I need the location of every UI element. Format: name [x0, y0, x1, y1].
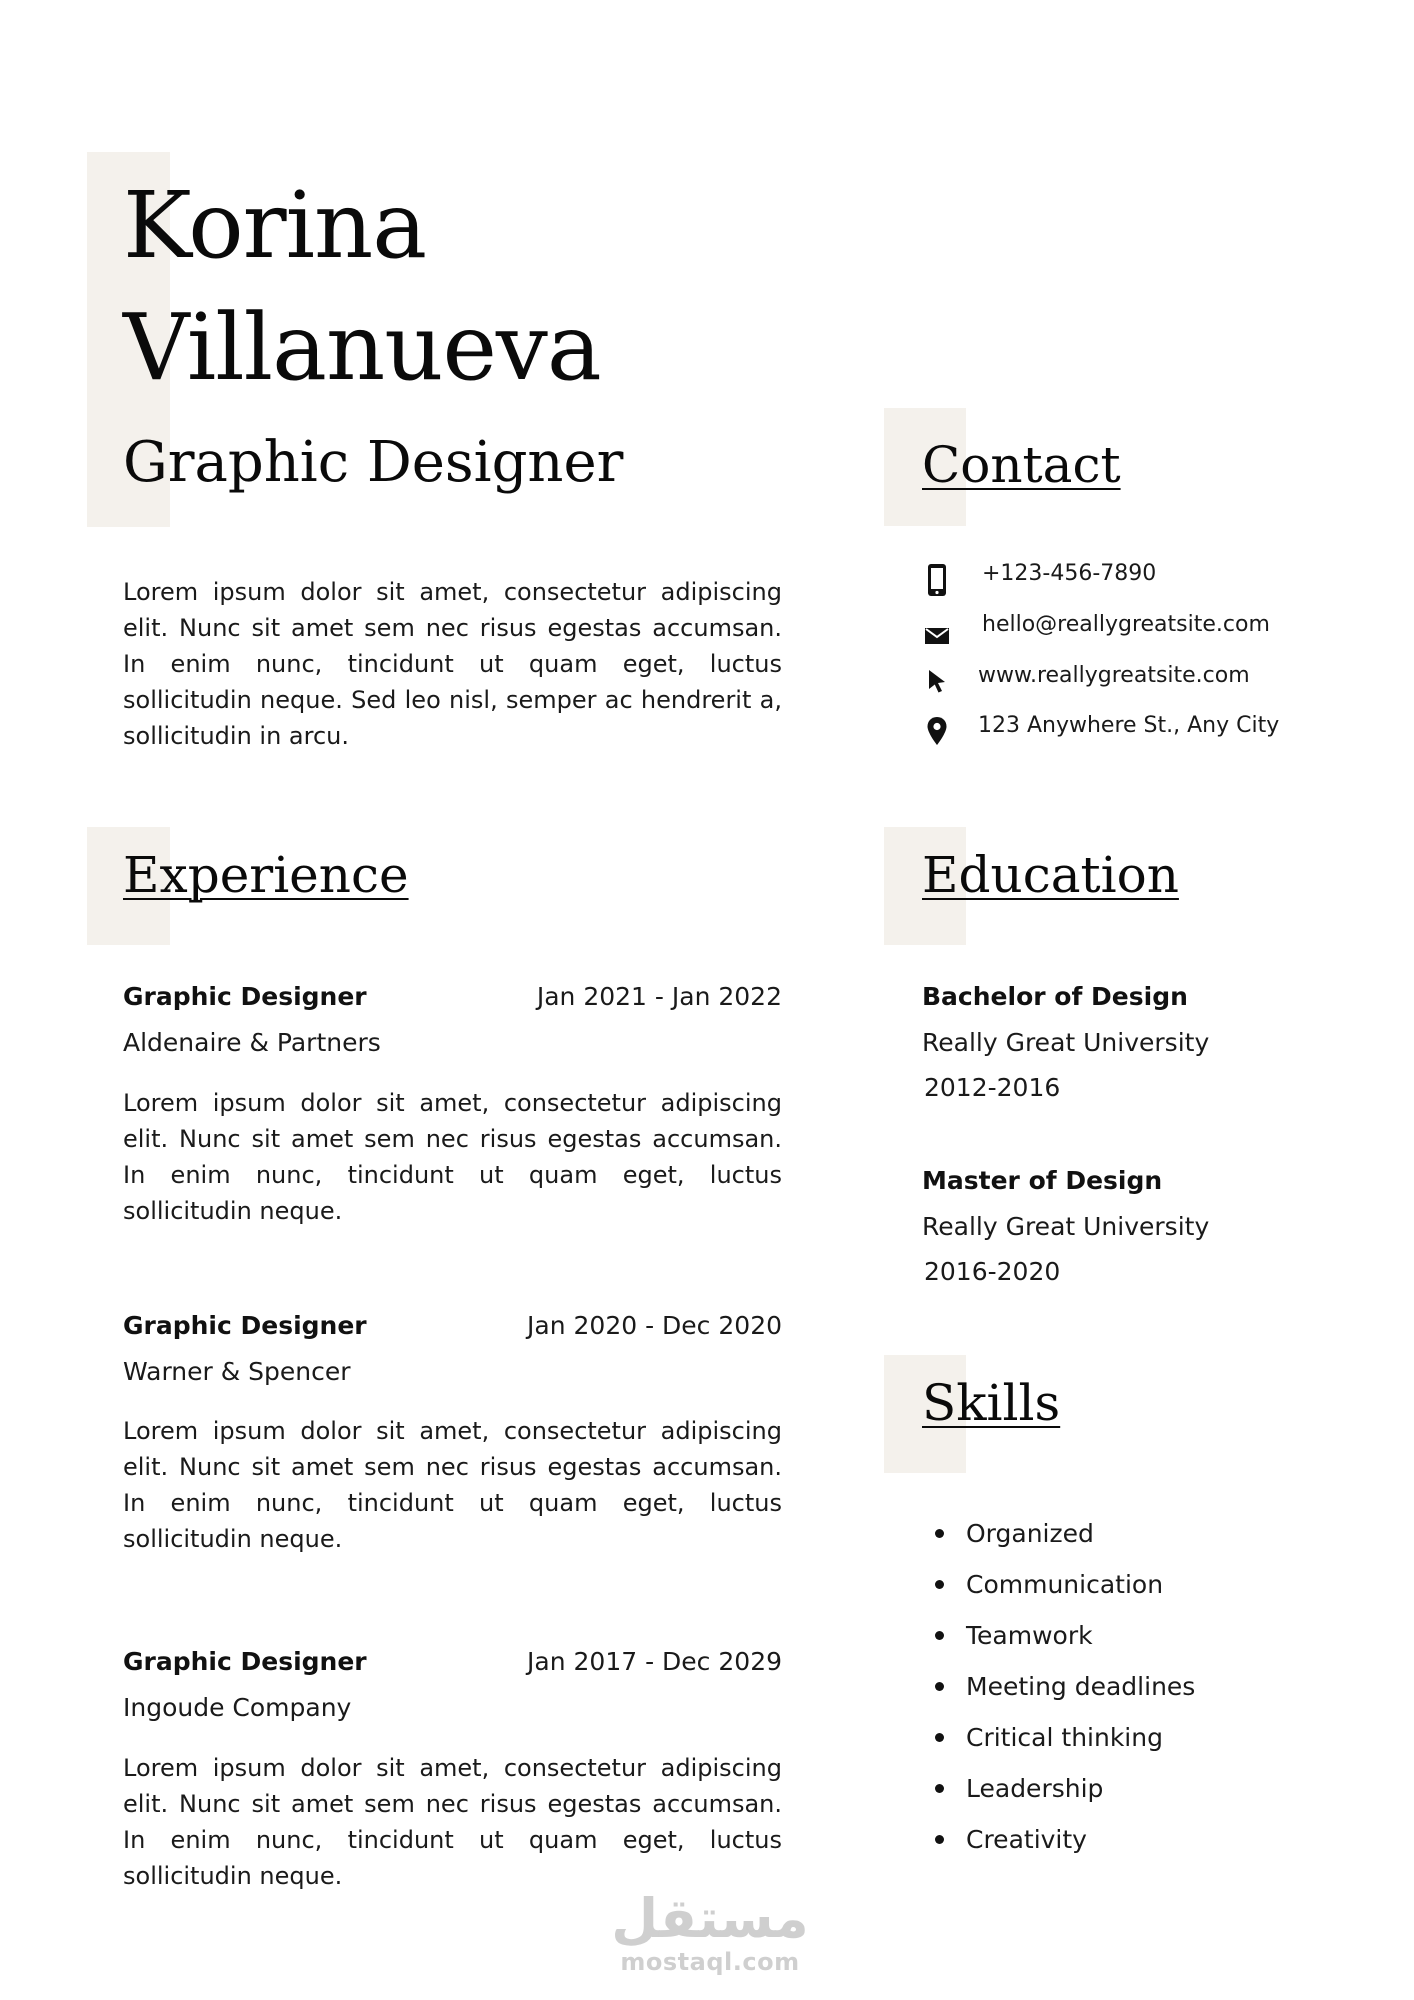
phone-icon — [920, 563, 954, 597]
education-degree: Bachelor of Design — [922, 982, 1188, 1011]
job-title: Graphic Designer — [123, 982, 367, 1011]
education-degree: Master of Design — [922, 1166, 1163, 1195]
job-title: Graphic Designer — [123, 1647, 367, 1676]
education-years: 2012-2016 — [924, 1073, 1061, 1102]
watermark-arabic: مستقل — [611, 1887, 809, 1950]
mostaql-watermark — [600, 1887, 820, 1976]
job-company: Ingoude Company — [123, 1693, 352, 1722]
skill-item: Organized — [920, 1508, 1195, 1559]
address-text: 123 Anywhere St., Any City — [978, 713, 1280, 738]
job-dates: Jan 2017 - Dec 2029 — [527, 1647, 782, 1676]
profile-summary: Lorem ipsum dolor sit amet, consectetur adipiscing elit. Nunc sit amet sem nec risus egestas accumsan. In enim nunc, tincidunt ut quam eget, luctus sollicitudin neque. Sed leo nisl, semper ac hendrerit a, sollicitudin in arcu. — [123, 578, 782, 750]
job-dates: Jan 2020 - Dec 2020 — [527, 1311, 782, 1340]
full-name — [123, 165, 601, 409]
job-dates: Jan 2021 - Jan 2022 — [536, 982, 782, 1011]
education-heading: Education — [922, 846, 1179, 904]
contact-heading: Contact — [922, 436, 1121, 494]
skills-list — [920, 1508, 1195, 1865]
job-company: Aldenaire & Partners — [123, 1028, 381, 1057]
last-name: Villanueva — [123, 294, 601, 401]
first-name: Korina — [123, 172, 427, 279]
skill-item: Leadership — [920, 1763, 1195, 1814]
job-title: Graphic Designer — [123, 1311, 367, 1340]
skill-item: Creativity — [920, 1814, 1195, 1865]
skill-item: Critical thinking — [920, 1712, 1195, 1763]
experience-heading: Experience — [123, 846, 409, 904]
job-company: Warner & Spencer — [123, 1357, 351, 1386]
website-text: www.reallygreatsite.com — [978, 663, 1250, 688]
email-text: hello@reallygreatsite.com — [982, 612, 1270, 637]
education-school: Really Great University — [922, 1028, 1210, 1057]
job-description: Lorem ipsum dolor sit amet, consectetur adipiscing elit. Nunc sit amet sem nec risus egestas accumsan. In enim nunc, tincidunt ut quam eget, luctus sollicitudin neque. — [123, 1089, 782, 1225]
email-icon — [920, 619, 954, 653]
skill-item: Meeting deadlines — [920, 1661, 1195, 1712]
skills-heading: Skills — [922, 1374, 1061, 1432]
job-description: Lorem ipsum dolor sit amet, consectetur adipiscing elit. Nunc sit amet sem nec risus egestas accumsan. In enim nunc, tincidunt ut quam eget, luctus sollicitudin neque. — [123, 1417, 782, 1553]
education-school: Really Great University — [922, 1212, 1210, 1241]
job-description: Lorem ipsum dolor sit amet, consectetur adipiscing elit. Nunc sit amet sem nec risus egestas accumsan. In enim nunc, tincidunt ut quam eget, luctus sollicitudin neque. — [123, 1754, 782, 1890]
education-years: 2016-2020 — [924, 1257, 1061, 1286]
cursor-icon — [920, 664, 954, 698]
job-title-heading: Graphic Designer — [123, 430, 624, 495]
watermark-latin: mostaql.com — [620, 1948, 800, 1976]
skill-item: Communication — [920, 1559, 1195, 1610]
location-pin-icon — [920, 714, 954, 748]
skill-item: Teamwork — [920, 1610, 1195, 1661]
phone-text: +123-456-7890 — [982, 561, 1157, 586]
